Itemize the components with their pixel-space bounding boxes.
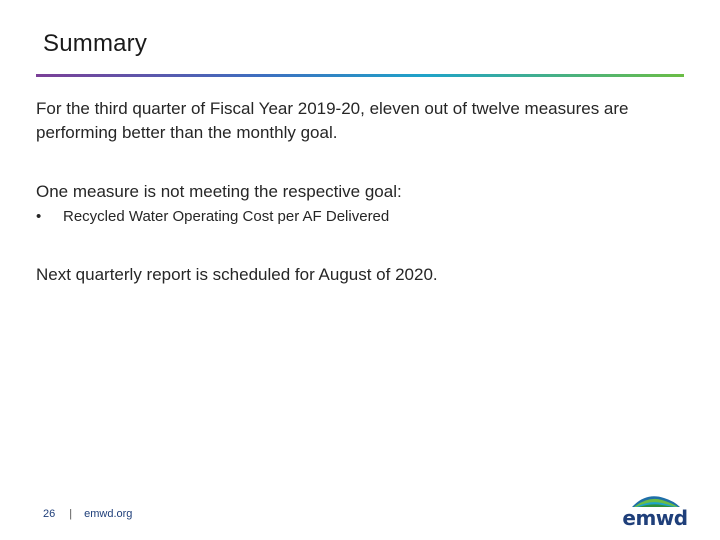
footer (43, 508, 132, 520)
bullet-text: Recycled Water Operating Cost per AF Delivered (63, 208, 390, 225)
title-divider (36, 74, 684, 77)
website-link[interactable]: emwd.org (84, 508, 133, 520)
slide-title: Summary (43, 30, 148, 57)
emwd-logo (622, 490, 688, 532)
footer-separator: | (69, 508, 73, 520)
summary-paragraph: For the third quarter of Fiscal Year 2019-20, eleven out of twelve measures are performing better than the monthly goal. (36, 99, 629, 142)
logo-text: emwd (622, 506, 688, 530)
page-number: 26 (43, 508, 56, 520)
bullet-icon: • (36, 208, 42, 225)
goal-paragraph: One measure is not meeting the respective goal: (36, 182, 402, 201)
next-report-paragraph: Next quarterly report is scheduled for August of 2020. (36, 265, 438, 284)
